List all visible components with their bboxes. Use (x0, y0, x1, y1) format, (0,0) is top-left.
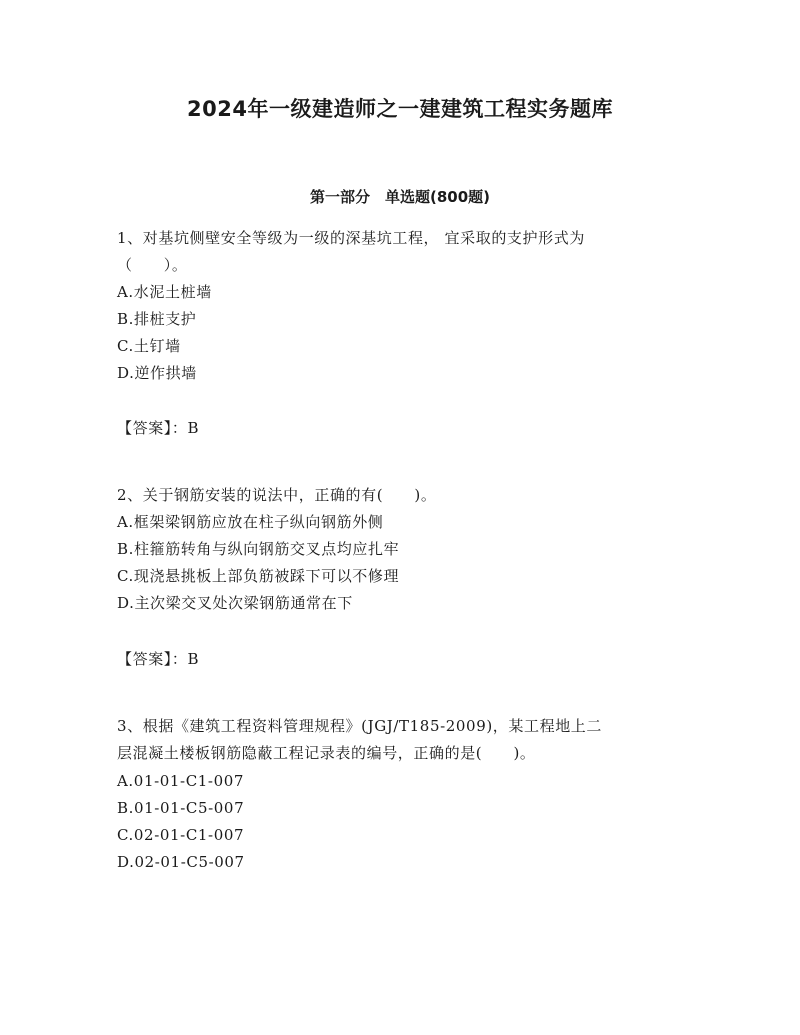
section-title: 第一部分 单选题(800题) (309, 188, 491, 206)
question-3-stem-line-2: 层混凝土楼板钢筋隐蔽工程记录表的编号，正确的是( )。 (117, 744, 536, 762)
question-1-option-b: B.排桩支护 (117, 310, 197, 328)
question-3-stem-line-1: 3、根据《建筑工程资料管理规程》(JGJ/T185-2009)，某工程地上二 (117, 717, 602, 735)
question-3-option-b: B.01-01-C5-007 (117, 799, 245, 817)
question-3-option-d: D.02-01-C5-007 (117, 853, 245, 871)
question-1-option-d: D.逆作拱墙 (117, 364, 197, 382)
question-2-option-d: D.主次梁交叉处次梁钢筋通常在下 (117, 594, 353, 612)
question-1-option-a: A.水泥土桩墙 (117, 283, 212, 301)
question-1-stem-line-2: （ ）。 (117, 256, 188, 274)
document-title: 2024年一级建造师之一建建筑工程实务题库 (187, 97, 613, 121)
question-2-answer (117, 649, 199, 669)
question-3-option-a: A.01-01-C1-007 (117, 772, 245, 790)
answer-value: B (187, 650, 200, 668)
answer-label: 【答案】： (117, 650, 188, 668)
question-2-option-a: A.框架梁钢筋应放在柱子纵向钢筋外侧 (117, 513, 384, 531)
question-1-option-c: C.土钉墙 (117, 337, 181, 355)
answer-value: B (187, 419, 200, 437)
question-2-option-b: B.柱箍筋转角与纵向钢筋交叉点均应扎牢 (117, 540, 400, 558)
answer-label: 【答案】： (117, 419, 188, 437)
question-1-stem-line-1: 1、对基坑侧壁安全等级为一级的深基坑工程， 宜采取的支护形式为 (117, 229, 585, 247)
question-3-option-c: C.02-01-C1-007 (117, 826, 245, 844)
question-1-answer (117, 418, 199, 438)
question-2-stem-line-1: 2、关于钢筋安装的说法中，正确的有( )。 (117, 486, 437, 504)
question-2-option-c: C.现浇悬挑板上部负筋被踩下可以不修理 (117, 567, 400, 585)
